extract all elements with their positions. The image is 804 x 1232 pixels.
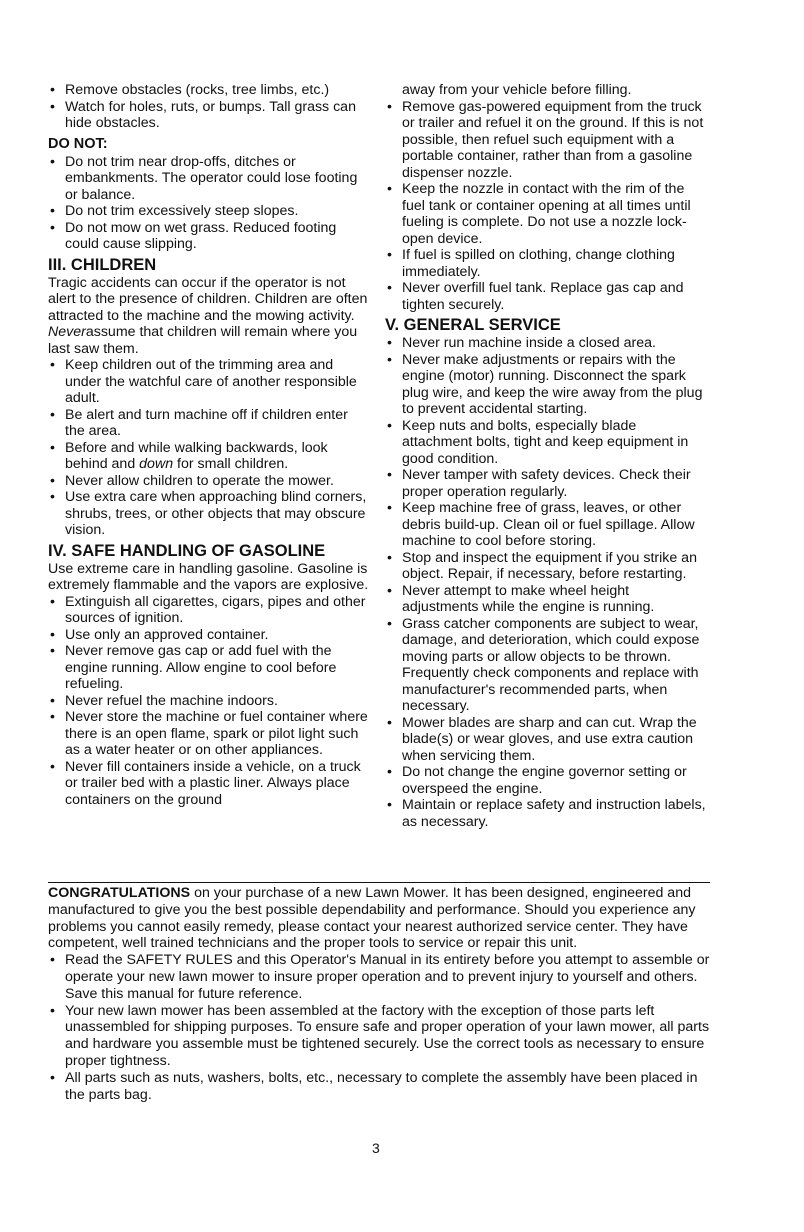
list-item: • Never store the machine or fuel container where there is an open flame, spark or pilot light such as a water heater or on other appliances.	[48, 709, 370, 759]
list-item: • Remove gas-powered equipment from the truck or trailer and refuel it on the ground. If this is not possible, then refuel such equipment with a portable container, rather than from a gasoline dispenser nozzle.	[385, 99, 707, 182]
children-intro	[48, 275, 370, 358]
list-item: • Mower blades are sharp and can cut. Wrap the blade(s) or wear gloves, and use extra caution when servicing them.	[385, 715, 707, 765]
list-item: • Your new lawn mower has been assembled at the factory with the exception of those parts left unassembled for shipping purposes. To ensure safe and proper operation of your lawn mower, all parts and hardware you assemble must be tightened securely. Use the correct tools as necessary to ensure proper tightness.	[48, 1003, 710, 1070]
gasoline-list	[48, 594, 370, 809]
list-item: • Read the SAFETY RULES and this Operator's Manual in its entirety before you attempt to assemble or operate your new lawn mower to insure proper operation and to prevent injury to yourself and others. Save this manual for future reference.	[48, 952, 710, 1002]
list-item: • If fuel is spilled on clothing, change clothing immediately.	[385, 247, 707, 280]
backwards-emphasis: down	[139, 456, 174, 472]
list-item: • Do not change the engine governor setting or overspeed the engine.	[385, 764, 707, 797]
congratulations-intro	[48, 885, 710, 952]
list-item: • Do not trim excessively steep slopes.	[48, 203, 370, 220]
list-item: • Extinguish all cigarettes, cigars, pipes and other sources of ignition.	[48, 594, 370, 627]
list-item: • Be alert and turn machine off if children enter the area.	[48, 407, 370, 440]
list-item: • Never overfill fuel tank. Replace gas cap and tighten securely.	[385, 280, 707, 313]
list-item: • Do not trim near drop-offs, ditches or embankments. The operator could lose footing or balance.	[48, 154, 370, 204]
congratulations-text: on your purchase of a new Lawn Mower. It has been designed, engineered and manufactured to give you the best possible dependability and performance. Should you experience any problems you cannot easily remedy, please contact your nearest authorized service center. They have competent, well trained technicians and the proper tools to service or repair this unit.	[48, 885, 696, 952]
children-intro-text-2: assume that children will remain where you last saw them.	[48, 324, 358, 357]
backwards-text: Before and while walking backwards, look behind and	[65, 439, 328, 472]
do-not-heading: DO NOT:	[48, 135, 108, 152]
list-item: • Do not mow on wet grass. Reduced footing could cause slipping.	[48, 220, 370, 253]
congratulations-section	[48, 885, 710, 1103]
list-item: • Use extra care when approaching blind corners, shrubs, trees, or other objects that may obscure vision.	[48, 489, 370, 539]
list-item: • Never allow children to operate the mower.	[48, 473, 370, 490]
list-item: • Never tamper with safety devices. Check their proper operation regularly.	[385, 467, 707, 500]
list-item: • All parts such as nuts, washers, bolts, etc., necessary to complete the assembly have been placed in the parts bag.	[48, 1070, 710, 1104]
gasoline-intro: Use extreme care in handling gasoline. Gasoline is extremely flammable and the vapors are explosive.	[48, 560, 369, 593]
backwards-text-2: for small children.	[177, 456, 289, 472]
list-item: • Keep children out of the trimming area and under the watchful care of another responsible adult.	[48, 357, 370, 407]
children-list	[48, 357, 370, 539]
children-intro-emphasis: Never	[48, 324, 86, 340]
list-item: • Never fill containers inside a vehicle, on a truck or trailer bed with a plastic liner. Always place containers on the ground	[48, 759, 370, 809]
congratulations-lead: CONGRATULATIONS	[48, 885, 191, 901]
assembly-list	[48, 952, 710, 1103]
obstacle-list	[48, 82, 370, 132]
general-service-list	[385, 335, 707, 830]
do-not-list	[48, 154, 370, 253]
list-item: • Watch for holes, ruts, or bumps. Tall grass can hide obstacles.	[48, 99, 370, 132]
right-column	[385, 82, 707, 830]
list-item	[48, 440, 370, 473]
list-item: • Never run machine inside a closed area.	[385, 335, 707, 352]
list-item: • Keep the nozzle in contact with the rim of the fuel tank or container opening at all times until fueling is complete. Do not use a nozzle lock-open device.	[385, 181, 707, 247]
list-item: • Keep machine free of grass, leaves, or other debris build-up. Clean oil or fuel spillage. Allow machine to cool before storing.	[385, 500, 707, 550]
children-heading: III. CHILDREN	[48, 255, 157, 274]
list-item: • Remove obstacles (rocks, tree limbs, etc.)	[48, 82, 370, 99]
children-intro-text: Tragic accidents can occur if the operator is not alert to the presence of children. Children are often attracted to the machine and the mowing activity.	[48, 274, 368, 324]
general-service-heading: V. GENERAL SERVICE	[385, 316, 561, 334]
left-column	[48, 82, 370, 808]
list-item: • Stop and inspect the equipment if you strike an object. Repair, if necessary, before restarting.	[385, 550, 707, 583]
gasoline-heading: IV. SAFE HANDLING OF GASOLINE	[48, 541, 326, 560]
list-item: • Maintain or replace safety and instruction labels, as necessary.	[385, 797, 707, 830]
page-number: 3	[372, 1140, 380, 1156]
list-item: • Never make adjustments or repairs with the engine (motor) running. Disconnect the spark plug wire, and keep the wire away from the plug to prevent accidental starting.	[385, 352, 707, 418]
list-item: • Grass catcher components are subject to wear, damage, and deterioration, which could expose moving parts or allow objects to be thrown. Frequently check components and replace with manufacturer's recommended parts, when necessary.	[385, 616, 707, 715]
gasoline-list-continued	[385, 99, 707, 314]
list-item: • Never remove gas cap or add fuel with the engine running. Allow engine to cool before refueling.	[48, 643, 370, 693]
list-item: • Never attempt to make wheel height adjustments while the engine is running.	[385, 583, 707, 616]
section-divider	[48, 882, 710, 883]
list-item: • Use only an approved container.	[48, 627, 370, 644]
gasoline-continued: away from your vehicle before filling.	[402, 82, 632, 98]
list-item: • Never refuel the machine indoors.	[48, 693, 370, 710]
list-item: • Keep nuts and bolts, especially blade attachment bolts, tight and keep equipment in good condition.	[385, 418, 707, 468]
